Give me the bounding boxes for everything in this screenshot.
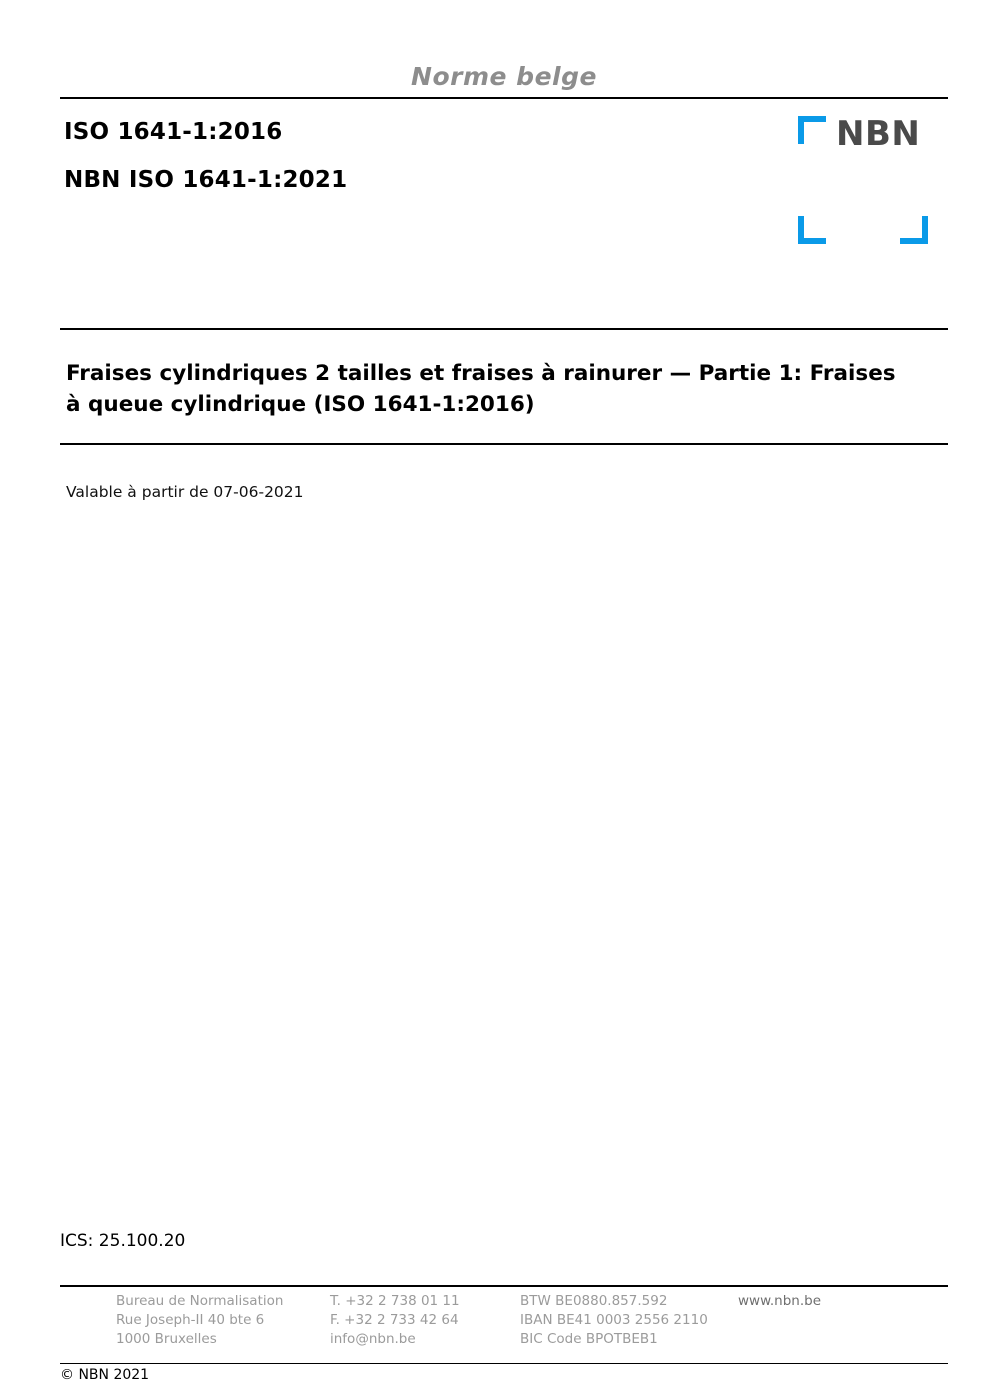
footer-vat: BTW BE0880.857.592	[520, 1293, 668, 1309]
footer-phone: T. +32 2 738 01 11	[330, 1293, 460, 1309]
footer-fax: F. +32 2 733 42 64	[330, 1312, 459, 1328]
footer-bank	[520, 1292, 738, 1349]
bracket-bottom-left-icon	[798, 216, 826, 244]
validity-date: Valable à partir de 07-06-2021	[66, 483, 304, 501]
footer	[116, 1292, 936, 1349]
divider-above-copyright	[60, 1363, 948, 1364]
divider-above-title	[60, 328, 948, 330]
nbn-logo-wordmark: NBN	[836, 114, 921, 154]
footer-website-link[interactable]: www.nbn.be	[738, 1293, 822, 1309]
document-title: Fraises cylindriques 2 tailles et fraises à rainurer — Partie 1: Fraises à queue cylindrique (ISO 1641-1:2016)	[66, 361, 896, 417]
divider-below-title	[60, 443, 948, 445]
reference-line-nbn: NBN ISO 1641-1:2021	[64, 167, 348, 193]
standard-reference-block	[64, 108, 584, 204]
divider-top	[60, 97, 948, 99]
footer-contact	[330, 1292, 520, 1349]
footer-address-line-2: Rue Joseph-II 40 bte 6	[116, 1312, 265, 1328]
copyright-notice: © NBN 2021	[60, 1367, 150, 1383]
bracket-bottom-right-icon	[900, 216, 928, 244]
ics-code: ICS: 25.100.20	[60, 1231, 186, 1251]
reference-line-iso: ISO 1641-1:2016	[64, 119, 283, 145]
footer-address-line-3: 1000 Bruxelles	[116, 1331, 217, 1347]
page-banner-title: Norme belge	[411, 62, 597, 91]
footer-email[interactable]: info@nbn.be	[330, 1331, 416, 1347]
footer-address	[116, 1292, 330, 1349]
footer-bic: BIC Code BPOTBEB1	[520, 1331, 658, 1347]
bracket-top-left-icon	[798, 116, 826, 144]
footer-address-line-1: Bureau de Normalisation	[116, 1293, 284, 1309]
nbn-logo	[790, 112, 930, 252]
divider-above-footer	[60, 1285, 948, 1287]
footer-web	[738, 1292, 821, 1349]
footer-iban: IBAN BE41 0003 2556 2110	[520, 1312, 708, 1328]
